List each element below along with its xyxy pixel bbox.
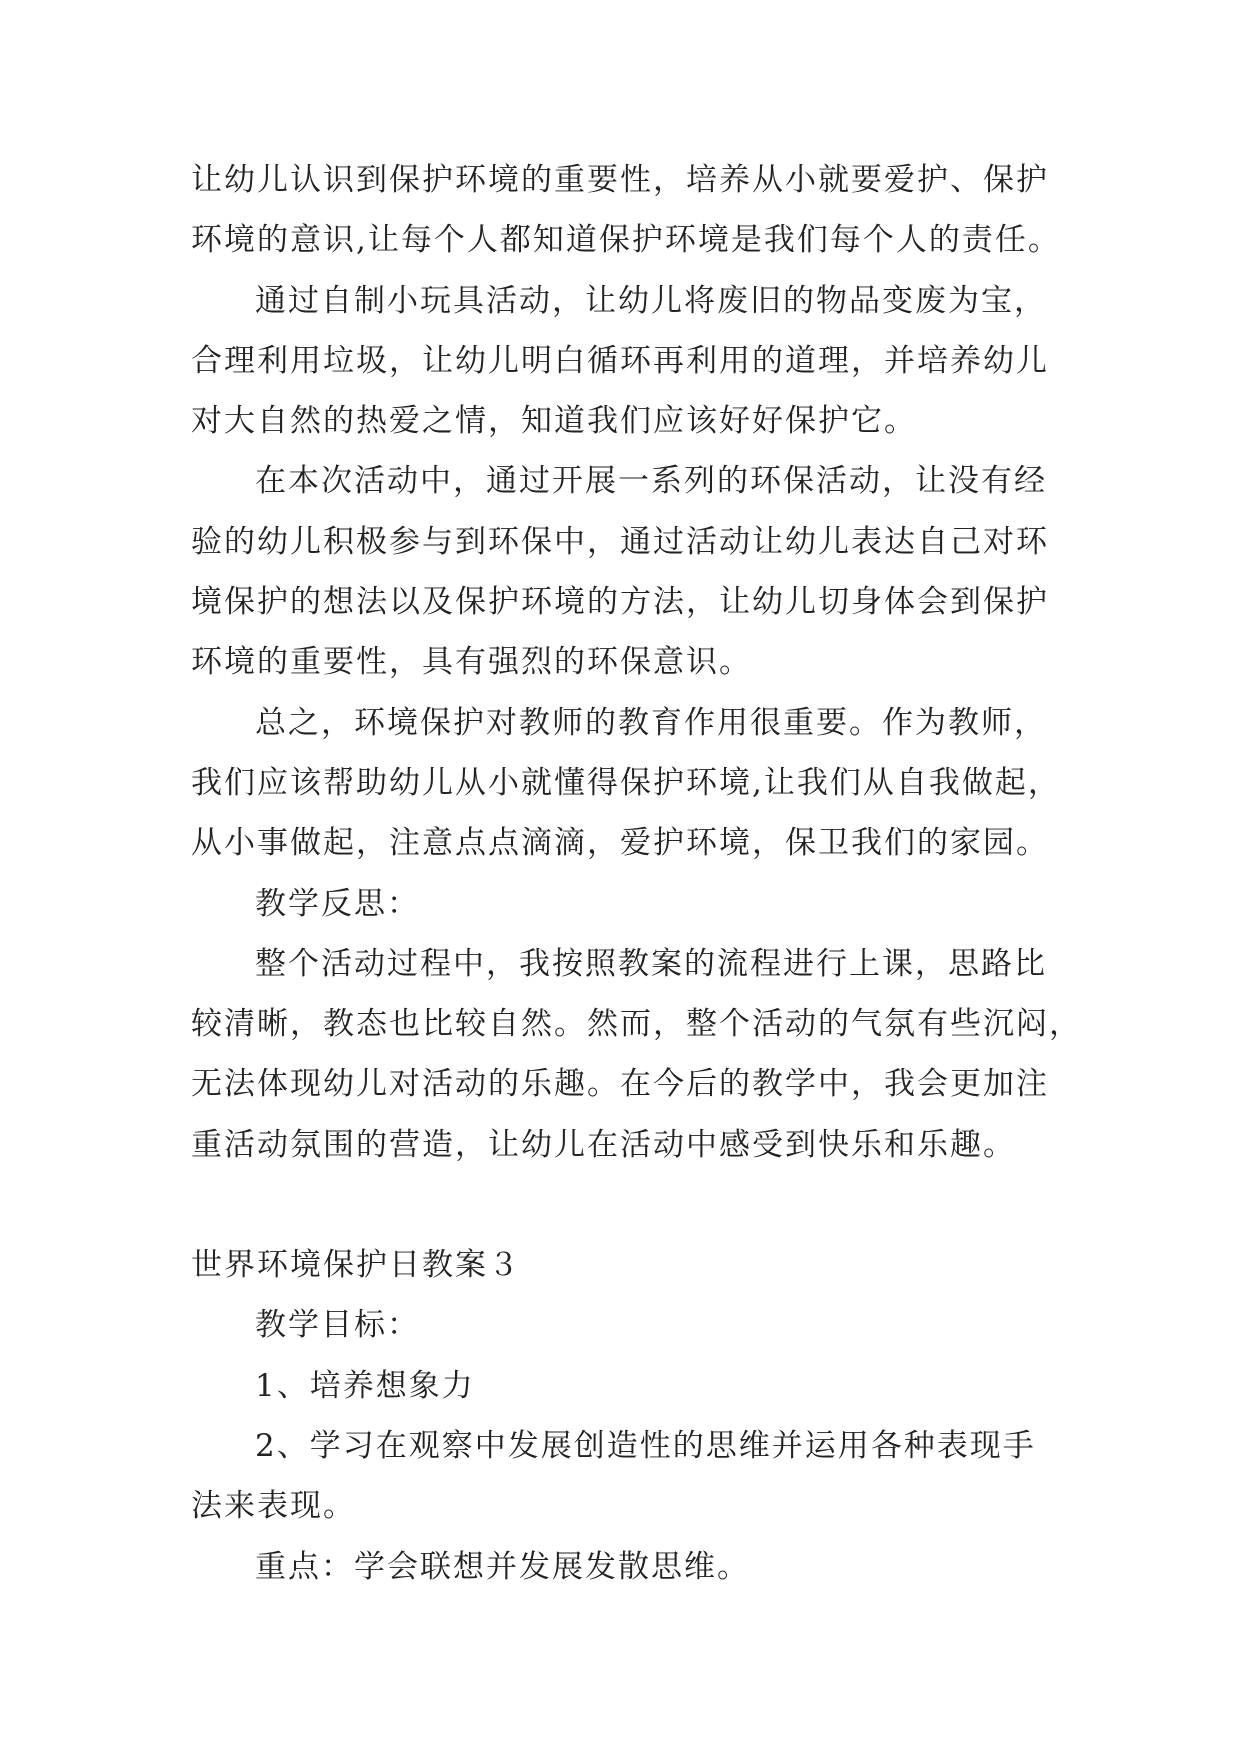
text-line: 重活动氛围的营造，让幼儿在活动中感受到快乐和乐趣。 <box>191 1126 1016 1163</box>
text-line: 在本次活动中，通过开展一系列的环保活动，让没有经 <box>255 463 1047 500</box>
text-line: 整个活动过程中，我按照教案的流程进行上课，思路比 <box>255 945 1047 982</box>
text-line: 对大自然的热爱之情，知道我们应该好好保护它。 <box>191 403 917 440</box>
text-line: 环境的重要性，具有强烈的环保意识。 <box>191 644 752 681</box>
text-line: 2、学习在观察中发展创造性的思维并运用各种表现手 <box>255 1427 1036 1464</box>
text-line: 我们应该帮助幼儿从小就懂得保护环境,让我们从自我做起， <box>191 764 1061 801</box>
text-line: 1、培养想象力 <box>255 1367 475 1404</box>
text-line: 重点：学会联想并发展发散思维。 <box>255 1548 750 1585</box>
text-line: 教学目标： <box>255 1307 420 1344</box>
text-line: 让幼儿认识到保护环境的重要性，培养从小就要爱护、保护 <box>191 162 1049 198</box>
text-line: 教学反思： <box>255 885 420 922</box>
text-line: 验的幼儿积极参与到环保中，通过活动让幼儿表达自己对环 <box>191 523 1049 560</box>
text-line: 境保护的想法以及保护环境的方法，让幼儿切身体会到保护 <box>191 584 1049 621</box>
text-line: 环境的意识,让每个人都知道保护环境是我们每个人的责任。 <box>191 222 1061 259</box>
text-line: 法来表现。 <box>191 1488 356 1525</box>
text-line: 从小事做起，注意点点滴滴，爱护环境，保卫我们的家园。 <box>191 825 1049 862</box>
section-gap <box>191 1175 1091 1235</box>
text-line: 较清晰，教态也比较自然。然而，整个活动的气氛有些沉闷， <box>191 1006 1082 1043</box>
text-line: 总之，环境保护对教师的教育作用很重要。作为教师， <box>255 704 1047 741</box>
text-line: 通过自制小玩具活动，让幼儿将废旧的物品变废为宝， <box>255 282 1047 319</box>
text-line: 合理利用垃圾，让幼儿明白循环再利用的道理，并培养幼儿 <box>191 342 1049 379</box>
document-body <box>191 150 1091 1597</box>
text-line: 无法体现幼儿对活动的乐趣。在今后的教学中，我会更加注 <box>191 1066 1049 1103</box>
section-title: 世界环境保护日教案３ <box>191 1247 521 1284</box>
